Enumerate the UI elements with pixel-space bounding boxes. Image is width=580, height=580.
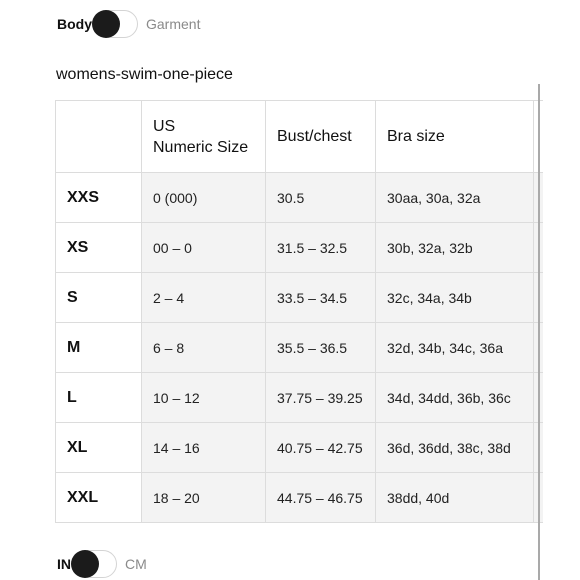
bust-chest-cell: 35.5 – 36.5 xyxy=(266,323,376,373)
body-garment-toggle[interactable] xyxy=(57,8,200,40)
size-cell: XXL xyxy=(56,473,142,523)
body-garment-switch[interactable] xyxy=(94,10,138,38)
bust-chest-cell: 40.75 – 42.75 xyxy=(266,423,376,473)
us-numeric-cell: 00 – 0 xyxy=(142,223,266,273)
bra-size-cell: 30aa, 30a, 32a xyxy=(376,173,534,223)
centimeters-label[interactable]: CM xyxy=(125,556,147,572)
scrollbar[interactable] xyxy=(538,84,540,580)
header-us-numeric-size xyxy=(142,101,266,173)
bust-chest-cell: 31.5 – 32.5 xyxy=(266,223,376,273)
bust-chest-cell: 30.5 xyxy=(266,173,376,223)
size-table-container xyxy=(55,100,543,524)
bra-size-cell: 36d, 36dd, 38c, 38d xyxy=(376,423,534,473)
us-numeric-cell: 18 – 20 xyxy=(142,473,266,523)
unit-switch[interactable] xyxy=(73,550,117,578)
header-us-line1: US xyxy=(153,117,176,135)
us-numeric-cell: 0 (000) xyxy=(142,173,266,223)
size-cell: S xyxy=(56,273,142,323)
bra-size-cell: 38dd, 40d xyxy=(376,473,534,523)
bra-size-cell: 32c, 34a, 34b xyxy=(376,273,534,323)
table-header-row xyxy=(56,101,544,173)
bra-size-cell: 34d, 34dd, 36b, 36c xyxy=(376,373,534,423)
body-label[interactable]: Body xyxy=(57,16,92,32)
unit-switch-knob[interactable] xyxy=(71,550,99,578)
size-cell: XL xyxy=(56,423,142,473)
table-row xyxy=(56,373,544,423)
table-row xyxy=(56,173,544,223)
size-cell: M xyxy=(56,323,142,373)
inches-label[interactable]: IN xyxy=(57,556,71,572)
bust-chest-cell: 37.75 – 39.25 xyxy=(266,373,376,423)
table-row xyxy=(56,473,544,523)
size-cell: L xyxy=(56,373,142,423)
us-numeric-cell: 14 – 16 xyxy=(142,423,266,473)
bust-chest-cell: 33.5 – 34.5 xyxy=(266,273,376,323)
size-table-body xyxy=(56,101,544,523)
header-empty-cell xyxy=(56,101,142,173)
size-table xyxy=(55,100,543,523)
header-us-line2: Numeric Size xyxy=(153,138,249,156)
bra-size-cell: 30b, 32a, 32b xyxy=(376,223,534,273)
chart-title: womens-swim-one-piece xyxy=(56,66,233,83)
bra-size-cell: 32d, 34b, 34c, 36a xyxy=(376,323,534,373)
bust-chest-cell: 44.75 – 46.75 xyxy=(266,473,376,523)
table-row xyxy=(56,273,544,323)
unit-toggle[interactable] xyxy=(57,548,147,580)
size-cell: XXS xyxy=(56,173,142,223)
us-numeric-cell: 2 – 4 xyxy=(142,273,266,323)
table-row xyxy=(56,423,544,473)
us-numeric-cell: 6 – 8 xyxy=(142,323,266,373)
garment-label[interactable]: Garment xyxy=(146,16,201,32)
header-bra-size: Bra size xyxy=(376,101,534,173)
us-numeric-cell: 10 – 12 xyxy=(142,373,266,423)
header-bust-chest: Bust/chest xyxy=(266,101,376,173)
switch-knob[interactable] xyxy=(92,10,120,38)
size-cell: XS xyxy=(56,223,142,273)
table-row xyxy=(56,223,544,273)
table-row xyxy=(56,323,544,373)
